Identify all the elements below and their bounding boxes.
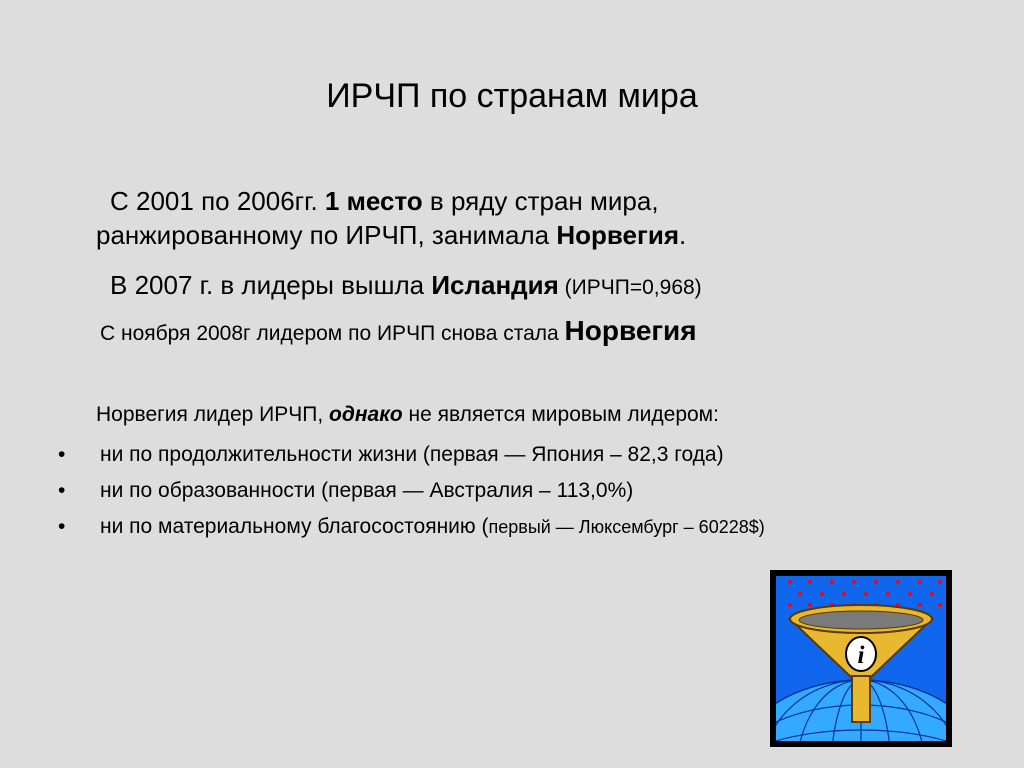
bold-fragment: Исландия — [431, 270, 559, 300]
list-item-text: ни по образованности (первая — Австралия – 113,0%) — [100, 479, 634, 502]
text-fragment: Норвегия лидер ИРЧП, — [96, 403, 330, 426]
paragraph-first-place-line2 — [96, 218, 686, 252]
bullet-icon: • — [58, 443, 66, 466]
list-item — [58, 437, 765, 473]
bold-fragment: Норвегия — [564, 315, 697, 346]
list-item — [58, 509, 765, 545]
bullet-icon: • — [58, 479, 66, 502]
list-item-text: ни по материальному благосостоянию ( — [100, 515, 489, 538]
paragraph-first-place-line1 — [110, 184, 659, 218]
paragraph-iceland — [110, 268, 702, 305]
text-fragment: С ноября 2008г лидером по ИРЧП снова стала — [100, 322, 565, 345]
text-fragment: в ряду стран мира, — [422, 186, 659, 216]
bold-fragment: 1 место — [324, 186, 423, 216]
bold-fragment: Норвегия — [556, 220, 679, 250]
text-fragment: В 2007 г. в лидеры вышла — [110, 270, 432, 300]
list-item — [58, 473, 765, 509]
intro-text — [96, 400, 719, 430]
bullet-icon: • — [58, 515, 66, 538]
list-item-text: ни по продолжительности жизни (первая — Япония – 82,3 года) — [100, 443, 724, 466]
slide-title: ИРЧП по странам мира — [326, 77, 698, 115]
text-fragment: С 2001 по 2006гг. — [110, 186, 325, 216]
paragraph-norway-again — [100, 314, 697, 351]
info-letter: i — [857, 642, 865, 669]
emphasis-fragment: однако — [329, 403, 403, 426]
text-fragment: ранжированному по ИРЧП, занимала — [96, 220, 557, 250]
text-fragment: . — [679, 220, 687, 250]
text-fragment: не является мировым лидером: — [402, 403, 719, 426]
text-fragment: (ИРЧП=0,968) — [558, 276, 702, 299]
info-funnel-icon — [770, 570, 952, 747]
list-item-small-text: первый — Люксембург – 60228$) — [488, 517, 765, 537]
bullet-list — [58, 437, 765, 545]
